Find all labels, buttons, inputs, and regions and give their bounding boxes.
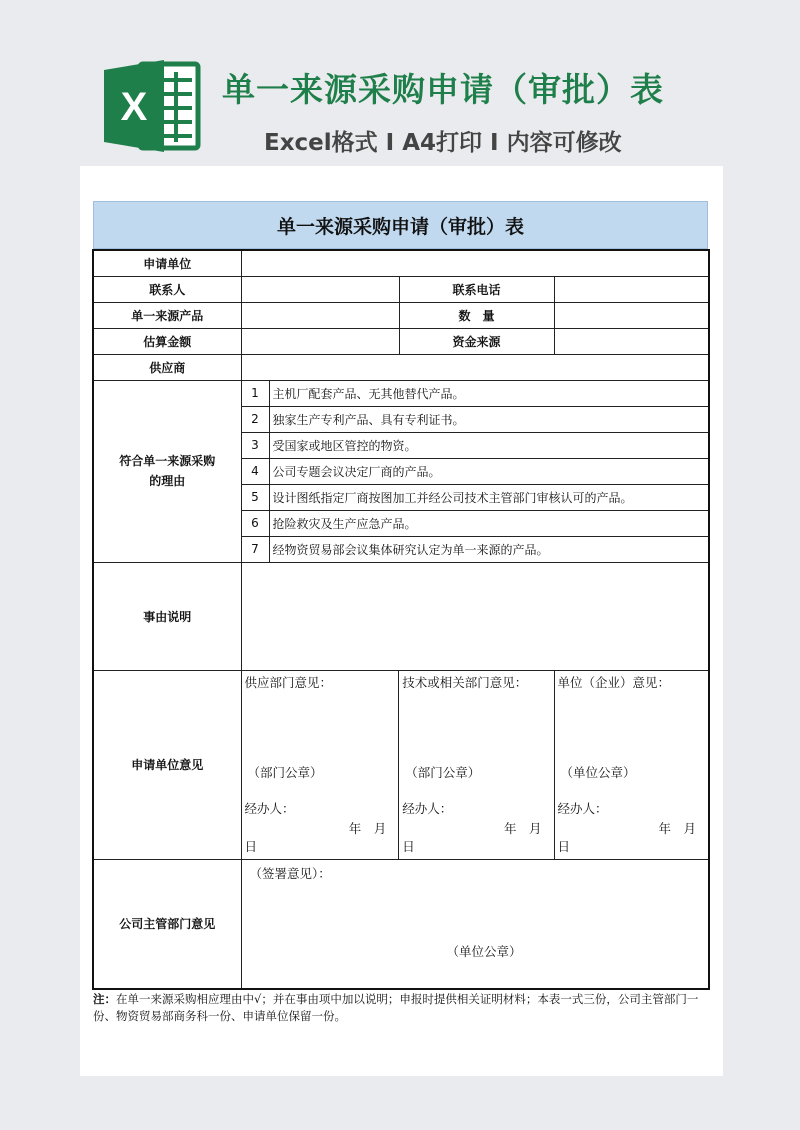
opinion-year-month: 年 月 bbox=[348, 820, 387, 836]
footnote-prefix: 注： bbox=[93, 992, 116, 1006]
opinion-head: 技术或相关部门意见： bbox=[402, 674, 528, 690]
label-reasons: 符合单一来源采购的理由 bbox=[93, 380, 241, 562]
reason-text[interactable]: 抢险救灾及生产应急产品。 bbox=[269, 510, 709, 536]
label-applicant-opinion: 申请单位意见 bbox=[93, 670, 241, 859]
authority-head: （签署意见）： bbox=[249, 865, 331, 881]
logo-letter: X bbox=[120, 85, 148, 129]
reason-number: 5 bbox=[241, 484, 269, 510]
opinion-handler: 经办人： bbox=[557, 800, 608, 816]
label-product: 单一来源产品 bbox=[93, 302, 241, 328]
label-contact: 联系人 bbox=[93, 276, 241, 302]
reason-text[interactable]: 公司专题会议决定厂商的产品。 bbox=[269, 458, 709, 484]
label-fund-source: 资金来源 bbox=[399, 328, 554, 354]
application-form-table bbox=[92, 249, 710, 990]
reason-row bbox=[93, 380, 709, 406]
banner-subtitle: Excel格式 I A4打印 I 内容可修改 bbox=[264, 130, 622, 156]
opinion-tech-dept[interactable] bbox=[399, 671, 554, 859]
reason-number: 7 bbox=[241, 536, 269, 562]
row-supplier bbox=[93, 354, 709, 380]
reason-text[interactable]: 受国家或地区管控的物资。 bbox=[269, 432, 709, 458]
label-quantity: 数 量 bbox=[399, 302, 554, 328]
field-estimated-amount[interactable] bbox=[241, 328, 399, 354]
field-contact-phone[interactable] bbox=[554, 276, 709, 302]
reason-number: 3 bbox=[241, 432, 269, 458]
opinion-year-month: 年 月 bbox=[503, 820, 542, 836]
row-reason-description bbox=[93, 562, 709, 670]
opinion-year-month: 年 月 bbox=[658, 820, 696, 836]
row-applicant-opinion bbox=[93, 670, 709, 859]
opinion-day: 日 bbox=[402, 838, 415, 854]
opinion-head: 供应部门意见： bbox=[244, 674, 333, 690]
reason-text[interactable]: 主机厂配套产品、无其他替代产品。 bbox=[269, 380, 709, 406]
reason-text[interactable]: 设计图纸指定厂商按图加工并经公司技术主管部门审核认可的产品。 bbox=[269, 484, 709, 510]
opinion-unit[interactable] bbox=[554, 670, 709, 859]
opinion-day: 日 bbox=[557, 838, 571, 854]
row-applicant-unit bbox=[93, 250, 709, 276]
field-quantity[interactable] bbox=[554, 302, 709, 328]
label-estimated-amount: 估算金额 bbox=[93, 328, 241, 354]
row-authority-opinion bbox=[93, 859, 709, 989]
field-supplier[interactable] bbox=[241, 354, 709, 380]
reason-number: 2 bbox=[241, 406, 269, 432]
label-applicant-unit: 申请单位 bbox=[93, 250, 241, 276]
label-reason-description: 事由说明 bbox=[93, 562, 241, 670]
row-estimated-amount bbox=[93, 328, 709, 354]
field-authority-opinion[interactable] bbox=[241, 859, 709, 989]
opinion-handler: 经办人： bbox=[244, 800, 295, 816]
opinion-head: 单位（企业）意见： bbox=[557, 674, 671, 690]
field-fund-source[interactable] bbox=[554, 328, 709, 354]
reason-text[interactable]: 经物资贸易部会议集体研究认定为单一来源的产品。 bbox=[269, 536, 709, 562]
footnote-text: 在单一来源采购相应理由中√；并在事由项中加以说明；申报时提供相关证明材料；本表一式三份，公司主管部门一份、物资贸易部商务科一份、申请单位保留一份。 bbox=[93, 992, 699, 1023]
field-applicant-unit[interactable] bbox=[241, 250, 709, 276]
field-reason-description[interactable] bbox=[241, 562, 709, 670]
reason-number: 1 bbox=[241, 380, 269, 406]
excel-logo-icon bbox=[102, 58, 202, 154]
opinion-supply-dept[interactable] bbox=[242, 671, 399, 859]
label-authority-opinion: 公司主管部门意见 bbox=[93, 859, 241, 989]
row-product bbox=[93, 302, 709, 328]
reason-number: 4 bbox=[241, 458, 269, 484]
banner-title: 单一来源采购申请（审批）表 bbox=[222, 70, 664, 109]
reason-text[interactable]: 独家生产专利产品、具有专利证书。 bbox=[269, 406, 709, 432]
reason-number: 6 bbox=[241, 510, 269, 536]
field-contact[interactable] bbox=[241, 276, 399, 302]
opinion-handler: 经办人： bbox=[402, 800, 453, 816]
opinion-day: 日 bbox=[244, 838, 258, 854]
opinion-seal: （部门公章） bbox=[247, 764, 323, 780]
opinion-seal: （部门公章） bbox=[405, 764, 481, 780]
label-supplier: 供应商 bbox=[93, 354, 241, 380]
label-contact-phone: 联系电话 bbox=[399, 276, 554, 302]
opinion-seal: （单位公章） bbox=[560, 764, 636, 780]
form-title: 单一来源采购申请（审批）表 bbox=[93, 201, 708, 249]
authority-seal: （单位公章） bbox=[446, 943, 522, 959]
row-contact bbox=[93, 276, 709, 302]
field-product[interactable] bbox=[241, 302, 399, 328]
footnote bbox=[93, 991, 709, 1025]
